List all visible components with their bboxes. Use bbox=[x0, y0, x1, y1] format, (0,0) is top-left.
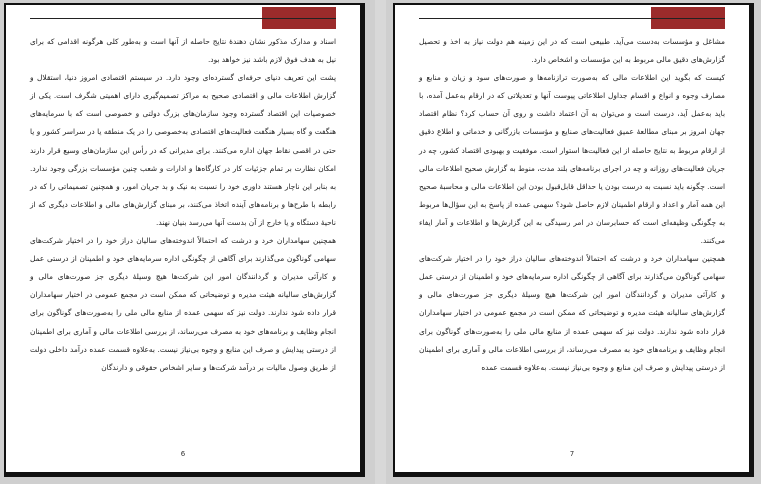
paragraph: همچنین سهامداران خرد و درشت که احتمالاً اندوخته‌های سالیان دراز خود را در اختیار شرکت‌های سهامی گوناگون می‌گذارند برای آگاهی از چگونگی اداره سرمایه‌های خود و اطمینان از درستی عمل و کارآئی مدیران و گردانندگان امور این شرکت‌ها هیچ وسیلهٔ دیگری جز صورت‌های مالی و گزارش‌های سالیانه هیئت مدیره و توضیحاتی که ممکن است در مجمع عمومی در اختیار سهامداران قرار داده شود ندارند. دولت نیز که سهمی عمده از منابع مالی ملی را به‌صورت‌های گوناگون برای انجام وظایف و برنامه‌های خود به مصرف می‌رساند، از بررسی اطلاعات مالی و آماری برای اطمینان از درستی پیدایش و صرف این منابع و وجوه بی‌نیاز نیست. به‌علاوه قسمت عمده درآمد داخلی دولت از طریق وصول مالیات بر درآمد شرکت‌ها و سایر اشخاص حقوقی و دارندگان bbox=[30, 236, 336, 372]
page-body bbox=[419, 33, 725, 448]
paragraph: همچنین سهامداران خرد و درشت که احتمالاً اندوخته‌های سالیان دراز خود را در اختیار شرکت‌های سهامی گوناگون می‌گذارند برای آگاهی از چگونگی اداره سرمایه‌های خود و اطمینان از درستی عمل و کارآئی مدیران و گردانندگان امور این شرکت‌ها هیچ وسیلهٔ دیگری جز صورت‌های مالی و گزارش‌های سالیانه هیئت مدیره و توضیحاتی که ممکن است در مجمع عمومی در اختیار سهامداران قرار داده شود ندارند. دولت نیز که سهمی عمده از منابع مالی ملی را به‌صورت‌های گوناگون برای انجام وظایف و برنامه‌های خود به مصرف می‌رساند، از بررسی اطلاعات مالی و آماری برای اطمینان از درستی پیدایش و صرف این منابع و وجوه بی‌نیاز نیست. به‌علاوه قسمت عمده bbox=[419, 254, 725, 372]
page-body bbox=[30, 33, 336, 448]
page-7 bbox=[393, 3, 754, 477]
page-number: 7 bbox=[569, 450, 575, 458]
paragraph: اسناد و مدارک مذکور نشان دهندهٔ نتایج حاصله از آنها است و به‌طور کلی هرگونه اقدامی که برای نیل به هدف فوق لازم باشد نیز خواهد بود. bbox=[30, 37, 336, 65]
paragraph: مشاغل و مؤسسات به‌دست می‌آید. طبیعی است که در این زمینه هم دولت نیاز به اخذ و تحصیل گزارش‌های دقیق مالی مربوط به این مؤسسات و اشخاص دارد. bbox=[419, 37, 725, 65]
header-rule bbox=[30, 18, 336, 19]
paragraph: کیست که بگوید این اطلاعات مالی که به‌صورت ترازنامه‌ها و صورت‌های سود و زیان و منابع و مصارف وجوه و انواع و اقسام جداول اطلاعاتی پیوست آنها و تعدیلاتی که در ارقام به‌عمل آمده، با باید به‌عمل آید، درست است و می‌توان به آن اعتماد داشت و روی آن حساب کرد؟ نظام اقتصاد جهان امروز بر مبنای مطالعهٔ عمیق فعالیت‌های صنایع و مؤسسات بازرگانی و خدماتی و اطلاع دقیق از ارقام مربوط به نتایج حاصله از این فعالیت‌ها استوار است. موفقیت و بهبودی اقتصاد کشور، چه در جریان فعالیت‌های روزانه و چه در اجرای برنامه‌های بلند مدت، منوط به گزارش صحیح اطلاعات مالی است. چگونه باید نسبت به درست بودن یا حداقل قابل‌قبول بودن این اطلاعات مالی و محاسبهٔ صحیح این همه آمار و اعداد و ارقام اطمینان لازم حاصل شود؟ سهمی عمده از پاسخ به این سؤال‌ها مربوط به چگونگی وظیفه‌ای است که حسابرسان در امر رسیدگی به این گزارش‌ها و اطلاعات و آمار ایفاء می‌کنند. bbox=[419, 73, 725, 246]
page-number: 6 bbox=[180, 450, 186, 458]
header-rule bbox=[419, 18, 725, 19]
page-6 bbox=[4, 3, 365, 477]
paragraph: پشت این تعریف دنیای حرفه‌ای گسترده‌ای وجود دارد. در سیستم اقتصادی امروز دنیا، استقلال و گزارش اطلاعات مالی و اقتصادی صحیح به مراکز تصمیم‌گیری دارای اهمیتی شگرف است. یکی از خصوصیات این اقتصاد گسترده وجود سازمان‌های بزرگ دولتی و خصوصی است که با سرمایه‌های هنگفت و گاه بسیار هنگفت فعالیت‌های اقتصادی به‌خصوصی را در یک منطقه یا در سراسر کشور و یا حتی در اقصی نقاط جهان اداره می‌کنند. برای مدیرانی که در رأس این سازمان‌های وسیع قرار دارند امکان نظارت بر تمام جزئیات کار در کارگاه‌ها و ادارات و شعب چنین مؤسسات بزرگی وجود ندارد. به بنابر این ناچار هستند داوری خود را نسبت به نیک و بد جریان امور، و همچنین تصمیماتی را که در رابطه با طرح‌ها و برنامه‌های آینده اتخاذ می‌کنند، بر مبنای گزارش‌های مالی و اطلاعات دیگری که از ناحیهٔ دستگاه و یا خارج از آن بدست آنها می‌رسد بنیان نهند. bbox=[30, 73, 336, 227]
page-gutter bbox=[375, 0, 386, 484]
